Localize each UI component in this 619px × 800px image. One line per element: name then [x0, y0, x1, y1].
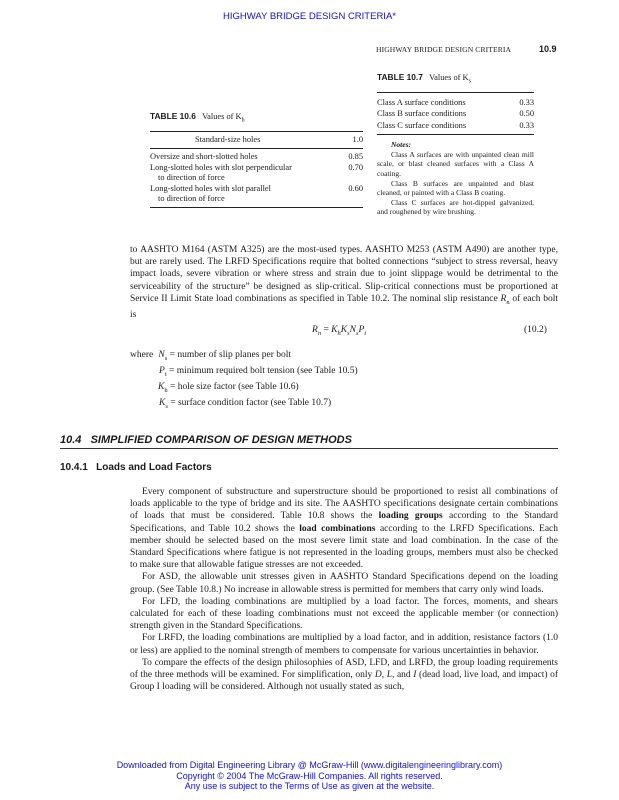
row-value: 0.50 — [519, 109, 534, 119]
table-row — [150, 184, 363, 195]
where-symbol: K — [159, 397, 166, 408]
table-row — [150, 135, 363, 146]
where-intro: where — [130, 350, 154, 360]
eq-factor: P — [358, 325, 365, 335]
p5-d: D — [374, 670, 382, 681]
row-desc: Class C surface conditions — [377, 120, 467, 130]
where-symbol: N — [158, 350, 165, 360]
row-value: 0.70 — [348, 162, 363, 172]
table-10-6 — [150, 111, 363, 208]
p1-text-b: according to the Standard Specifications, and Table 10.2 shows the — [130, 511, 559, 534]
table-row — [377, 108, 534, 120]
section-rule — [60, 448, 558, 449]
eq-sub: h — [337, 329, 341, 337]
footer-line-2: Copyright © 2004 The McGraw-Hill Companies. All rights reserved. — [176, 770, 443, 781]
where-sub: t — [164, 370, 167, 378]
row-desc: Class B surface conditions — [377, 109, 467, 119]
paragraph — [130, 486, 558, 571]
row-desc: Standard-size holes — [195, 134, 261, 144]
where-list — [130, 349, 510, 413]
row-desc: Oversize and short-slotted holes — [150, 152, 258, 162]
note-item: Class A surfaces are with unpainted clean mill scale, or blast cleaned surfaces with a Class A coating. — [377, 149, 534, 178]
p1-text-c: according to the LRFD Specifications. Each member should be selected based on the most severe limit state and load combination. In the case of the Standard Specifications where fatigue is not represented in the loading groups, members must also be checked to make sure that allowable fatigue stresses are not exceeded. — [130, 523, 559, 571]
where-sub: h — [164, 386, 168, 394]
paragraph: For ASD, the allowable unit stresses given in AASHTO Standard Specifications depend on the loading group. (See Table 10.8.) No increase in allowable stress is permitted for members that carry only wind loads. — [130, 572, 558, 595]
p5-text-a: To compare the effects of the design philosophies of ASD, LFD, and LRFD, the group loading requirements of the three methods will be examined. For simplification, only — [130, 657, 558, 681]
table-row — [377, 120, 534, 132]
table-caption — [377, 72, 534, 85]
eq-lhs: R — [312, 325, 318, 335]
rn-sub: n — [506, 298, 510, 306]
table-10-7 — [377, 72, 534, 217]
p1-bold-1: loading groups — [378, 511, 443, 522]
paragraph: For LRFD, the loading combinations are multiplied by a load factor, and in addition, resistance factors (1.0 or less) are applied to the nominal strength of members to compensate for various uncertainties in behavior. — [130, 633, 558, 656]
rn-symbol: R — [500, 293, 507, 304]
eq-sub: s — [355, 329, 359, 337]
table-label: TABLE 10.7 — [377, 72, 423, 82]
table-row-continuation — [150, 194, 363, 205]
row-desc: Long-slotted holes with slot perpendicular — [150, 162, 292, 172]
equation-10-2: $R_n = K_hK_sN_sP_t$ — [312, 325, 367, 337]
section-heading: 10.4 SIMPLIFIED COMPARISON OF DESIGN METHODS — [60, 434, 352, 446]
where-text: = number of slip planes per bolt — [169, 350, 292, 360]
note-item: Class C surfaces are hot-dipped galvanized, and roughened by wire brushing. — [377, 197, 534, 217]
notes-title: Notes: — [391, 140, 411, 150]
where-text: = minimum required bolt tension (see Table 10.5) — [169, 365, 358, 376]
intro-text-end: of each bolt is — [130, 293, 559, 320]
table-label: TABLE 10.6 — [150, 111, 196, 121]
p5-l: L — [386, 670, 392, 681]
table-caption — [150, 111, 363, 124]
row-desc-cont: to direction of force — [158, 194, 225, 204]
table-row-continuation — [150, 173, 363, 184]
where-item — [130, 365, 510, 381]
p5-and: , and — [392, 670, 411, 681]
eq-factor: K — [340, 325, 348, 335]
table-row — [377, 97, 534, 109]
row-value: 0.60 — [348, 183, 363, 193]
p5-comma: , — [381, 670, 385, 681]
where-text: = surface condition factor (see Table 10.7) — [170, 397, 332, 408]
table-caption-sub: s — [468, 78, 471, 85]
footer — [0, 760, 619, 792]
eq-factor: N — [349, 325, 356, 335]
table-caption-sub: h — [241, 117, 245, 124]
eq-sub: s — [347, 329, 350, 337]
paragraph — [130, 657, 558, 694]
p1-text-a: Every component of substructure and superstructure should be proportioned to resist all combinations of loads applicable to the type of bridge and its site. The AASHTO specifications designate certain combinations of loads that must be considered. Table 10.8 shows the — [130, 487, 558, 522]
table-caption-text: Values of K — [429, 73, 469, 82]
intro-paragraph — [130, 244, 558, 321]
note-item: Class B surfaces are unpainted and blast cleaned, or painted with a Class B coating. — [377, 178, 534, 198]
where-sub: s — [164, 354, 168, 362]
where-item — [130, 397, 510, 413]
eq-sub: t — [364, 329, 367, 337]
row-desc-cont: to direction of force — [158, 173, 225, 183]
where-symbol: P — [159, 365, 165, 376]
equation-number: (10.2) — [524, 325, 547, 335]
row-value: 1.0 — [352, 134, 363, 144]
running-title: HIGHWAY BRIDGE DESIGN CRITERIA — [376, 45, 512, 54]
body-text — [130, 486, 558, 693]
where-sub: s — [165, 402, 168, 410]
table-notes — [377, 140, 534, 217]
watermark-title: HIGHWAY BRIDGE DESIGN CRITERIA* — [223, 11, 396, 22]
row-value: 0.33 — [519, 120, 534, 130]
table-row — [150, 152, 363, 163]
footer-line-1[interactable]: Downloaded from Digital Engineering Library @ McGraw-Hill (www.digitalengineeringlibrary.com) — [116, 760, 503, 770]
where-item — [130, 381, 510, 397]
table-rule — [150, 207, 363, 208]
where-symbol: K — [158, 381, 165, 392]
p5-text-b: (dead load, live load, and impact) of Group I loading will be considered. Although not usually stated as such, — [130, 670, 559, 693]
paragraph: For LFD, the loading combinations are multiplied by a load factor. The forces, moments, and shears calculated for each of these loading combinations must not exceed the applicable member (or connection) strength given in the Standard Specifications. — [130, 596, 558, 632]
p5-i: I — [413, 670, 417, 681]
subsection-heading: 10.4.1 Loads and Load Factors — [60, 462, 212, 473]
page-number: 10.9 — [539, 44, 557, 54]
row-value: 0.85 — [348, 152, 363, 162]
where-item — [130, 349, 510, 365]
row-desc: Long-slotted holes with slot parallel — [150, 183, 271, 193]
table-caption-text: Values of K — [202, 112, 242, 121]
footer-line-3: Any use is subject to the Terms of Use as given at the website. — [184, 781, 435, 791]
row-value: 0.33 — [519, 97, 534, 107]
table-row — [150, 163, 363, 174]
eq-lhs-sub: n — [317, 329, 322, 337]
where-text: = hole size factor (see Table 10.6) — [169, 381, 299, 392]
intro-text: to AASHTO M164 (ASTM A325) are the most-used types. AASHTO M253 (ASTM A490) are another type, but are rarely used. The LRFD Specifications require that bolted connections “subject to stress reversal, heavy impact loads, severe vibration or where stress and strain due to joint slippage would be detrimental to the serviceability of the structure” be designed as slip-critical. Slip-critical connections must be proportioned at Service II Limit State load combinations as specified in Table 10.2. The nominal slip resistance — [130, 245, 558, 304]
p1-bold-2: load combinations — [299, 523, 376, 534]
row-desc: Class A surface conditions — [377, 97, 466, 107]
